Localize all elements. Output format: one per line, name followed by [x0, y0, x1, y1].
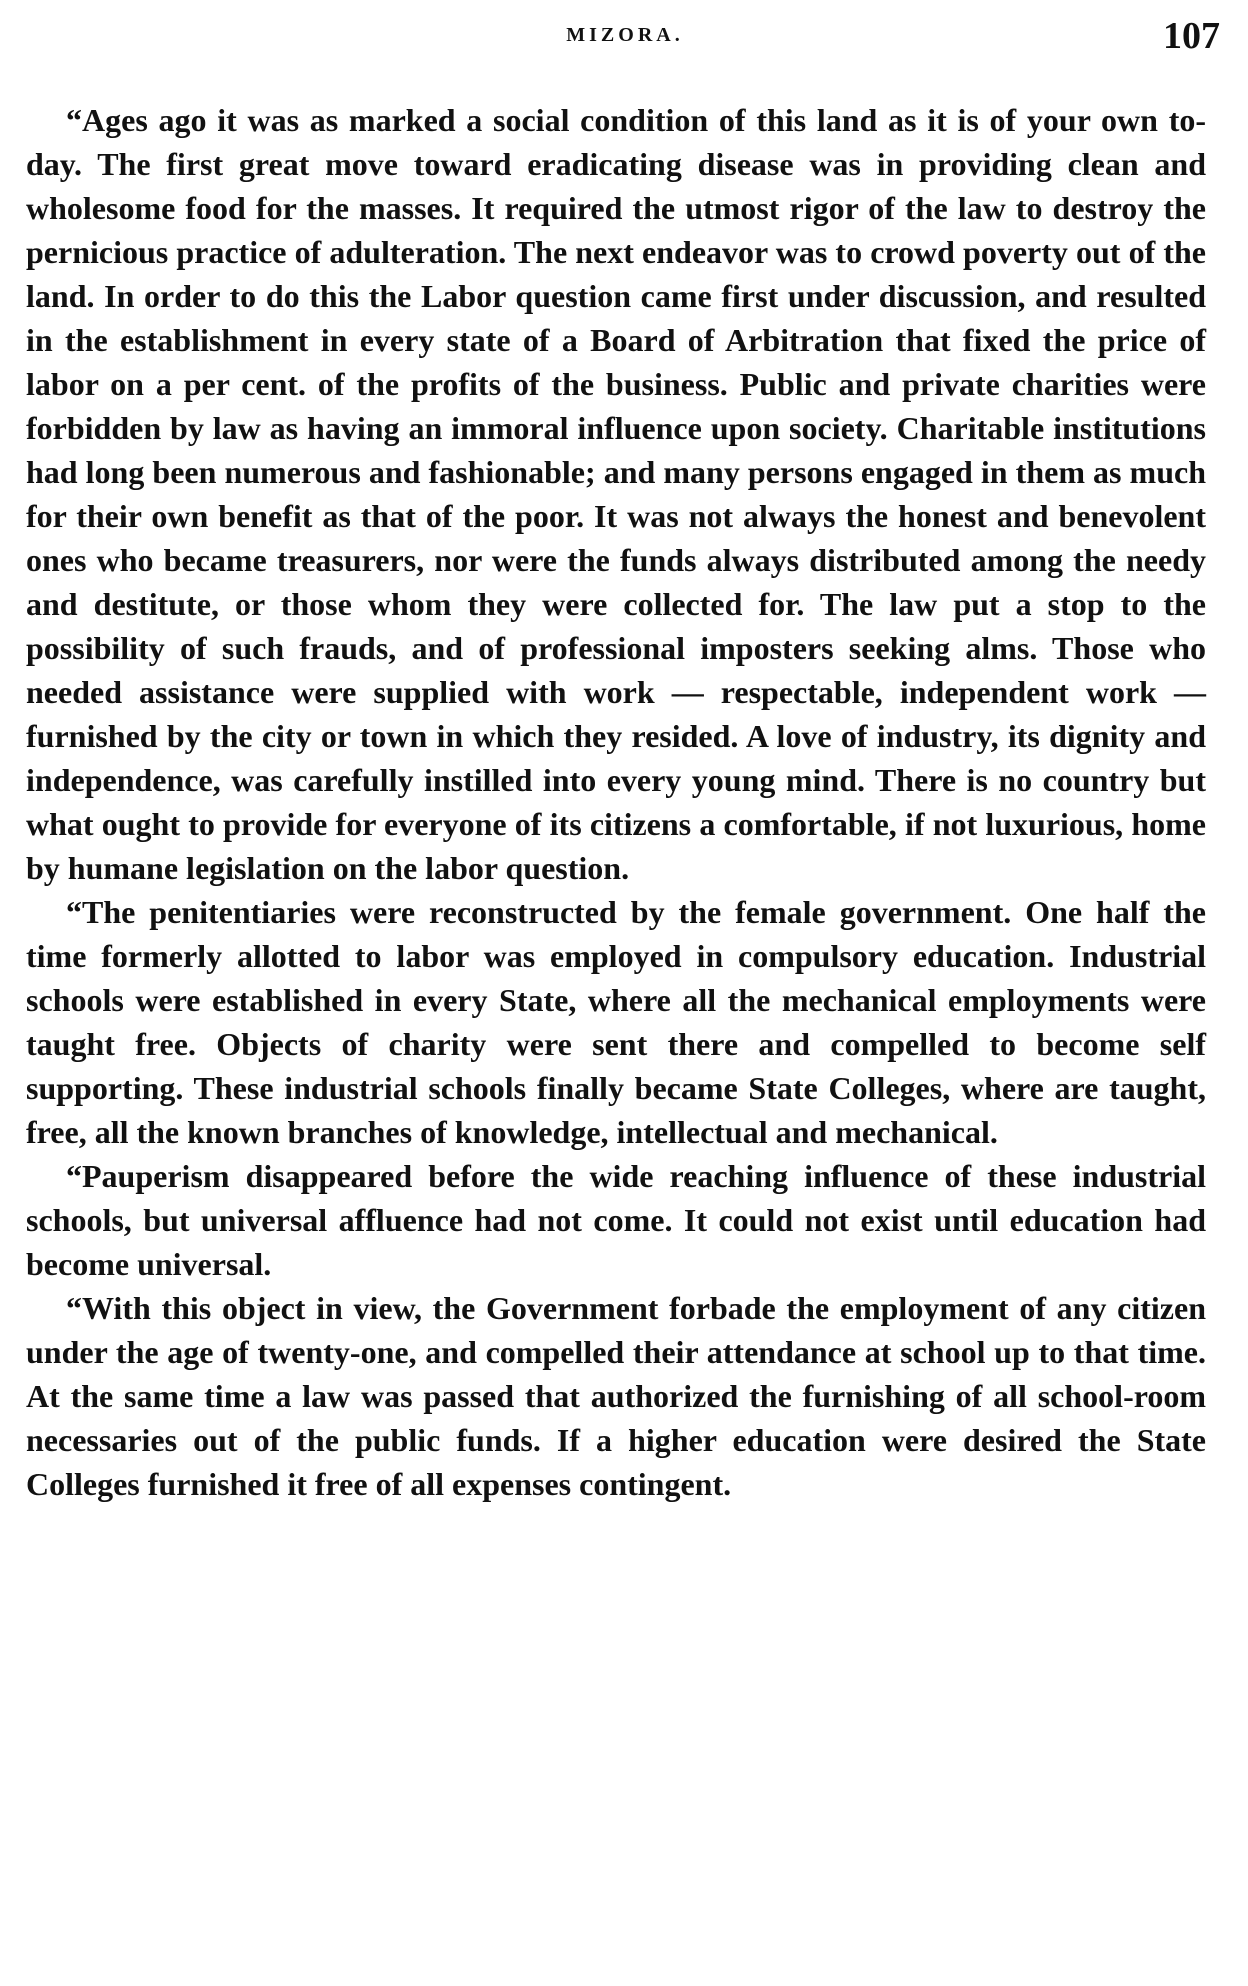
- running-head: [30, 14, 1220, 70]
- paragraph-pauperism: “Pauperism disappeared before the wide reaching influence of these industrial schools, but universal affluence had not come. It could not exist until education had become universal.: [26, 1158, 1206, 1282]
- paragraph-penitentiaries: “The penitentiaries were reconstructed by the female government. One half the time formerly allotted to labor was employed in compulsory education. Industrial schools were established in every State, where all the mechanical employments were taught free. Objects of charity were sent there and compelled to become self supporting. These industrial schools finally became State Colleges, where are taught, free, all the known branches of knowledge, intellectual and mechanical.: [26, 894, 1206, 1150]
- running-title: MIZORA.: [566, 24, 684, 46]
- page-number: 107: [1163, 15, 1220, 57]
- paragraph-compulsory-education: “With this object in view, the Government forbade the employment of any citizen under the age of twenty-one, and compelled their attendance at school up to that time. At the same time a law was passed that authorized the furnishing of all school-room necessaries out of the public funds. If a higher education were desired the State Colleges furnished it free of all expenses contingent.: [26, 1290, 1206, 1502]
- paragraph-labor-question: “Ages ago it was as marked a social condition of this land as it is of your own to-day. The first great move toward eradicating disease was in providing clean and wholesome food for the masses. It required the utmost rigor of the law to destroy the pernicious practice of adulteration. The next endeavor was to crowd poverty out of the land. In order to do this the Labor question came first under discussion, and resulted in the establishment in every state of a Board of Arbitration that fixed the price of labor on a per cent. of the profits of the business. Public and private charities were forbidden by law as having an immoral influence upon society. Charitable institutions had long been numerous and fashionable; and many persons engaged in them as much for their own benefit as that of the poor. It was not always the honest and benevolent ones who became treasurers, nor were the funds always distributed among the needy and destitute, or those whom they were collected for. The law put a stop to the possibility of such frauds, and of professional imposters seeking alms. Those who needed assistance were supplied with work — respectable, independent work — furnished by the city or town in which they resided. A love of industry, its dignity and independence, was carefully instilled into every young mind. There is no country but what ought to provide for everyone of its citizens a comfortable, if not luxurious, home by humane legislation on the labor question.: [26, 102, 1206, 886]
- body-text: [26, 98, 1206, 1506]
